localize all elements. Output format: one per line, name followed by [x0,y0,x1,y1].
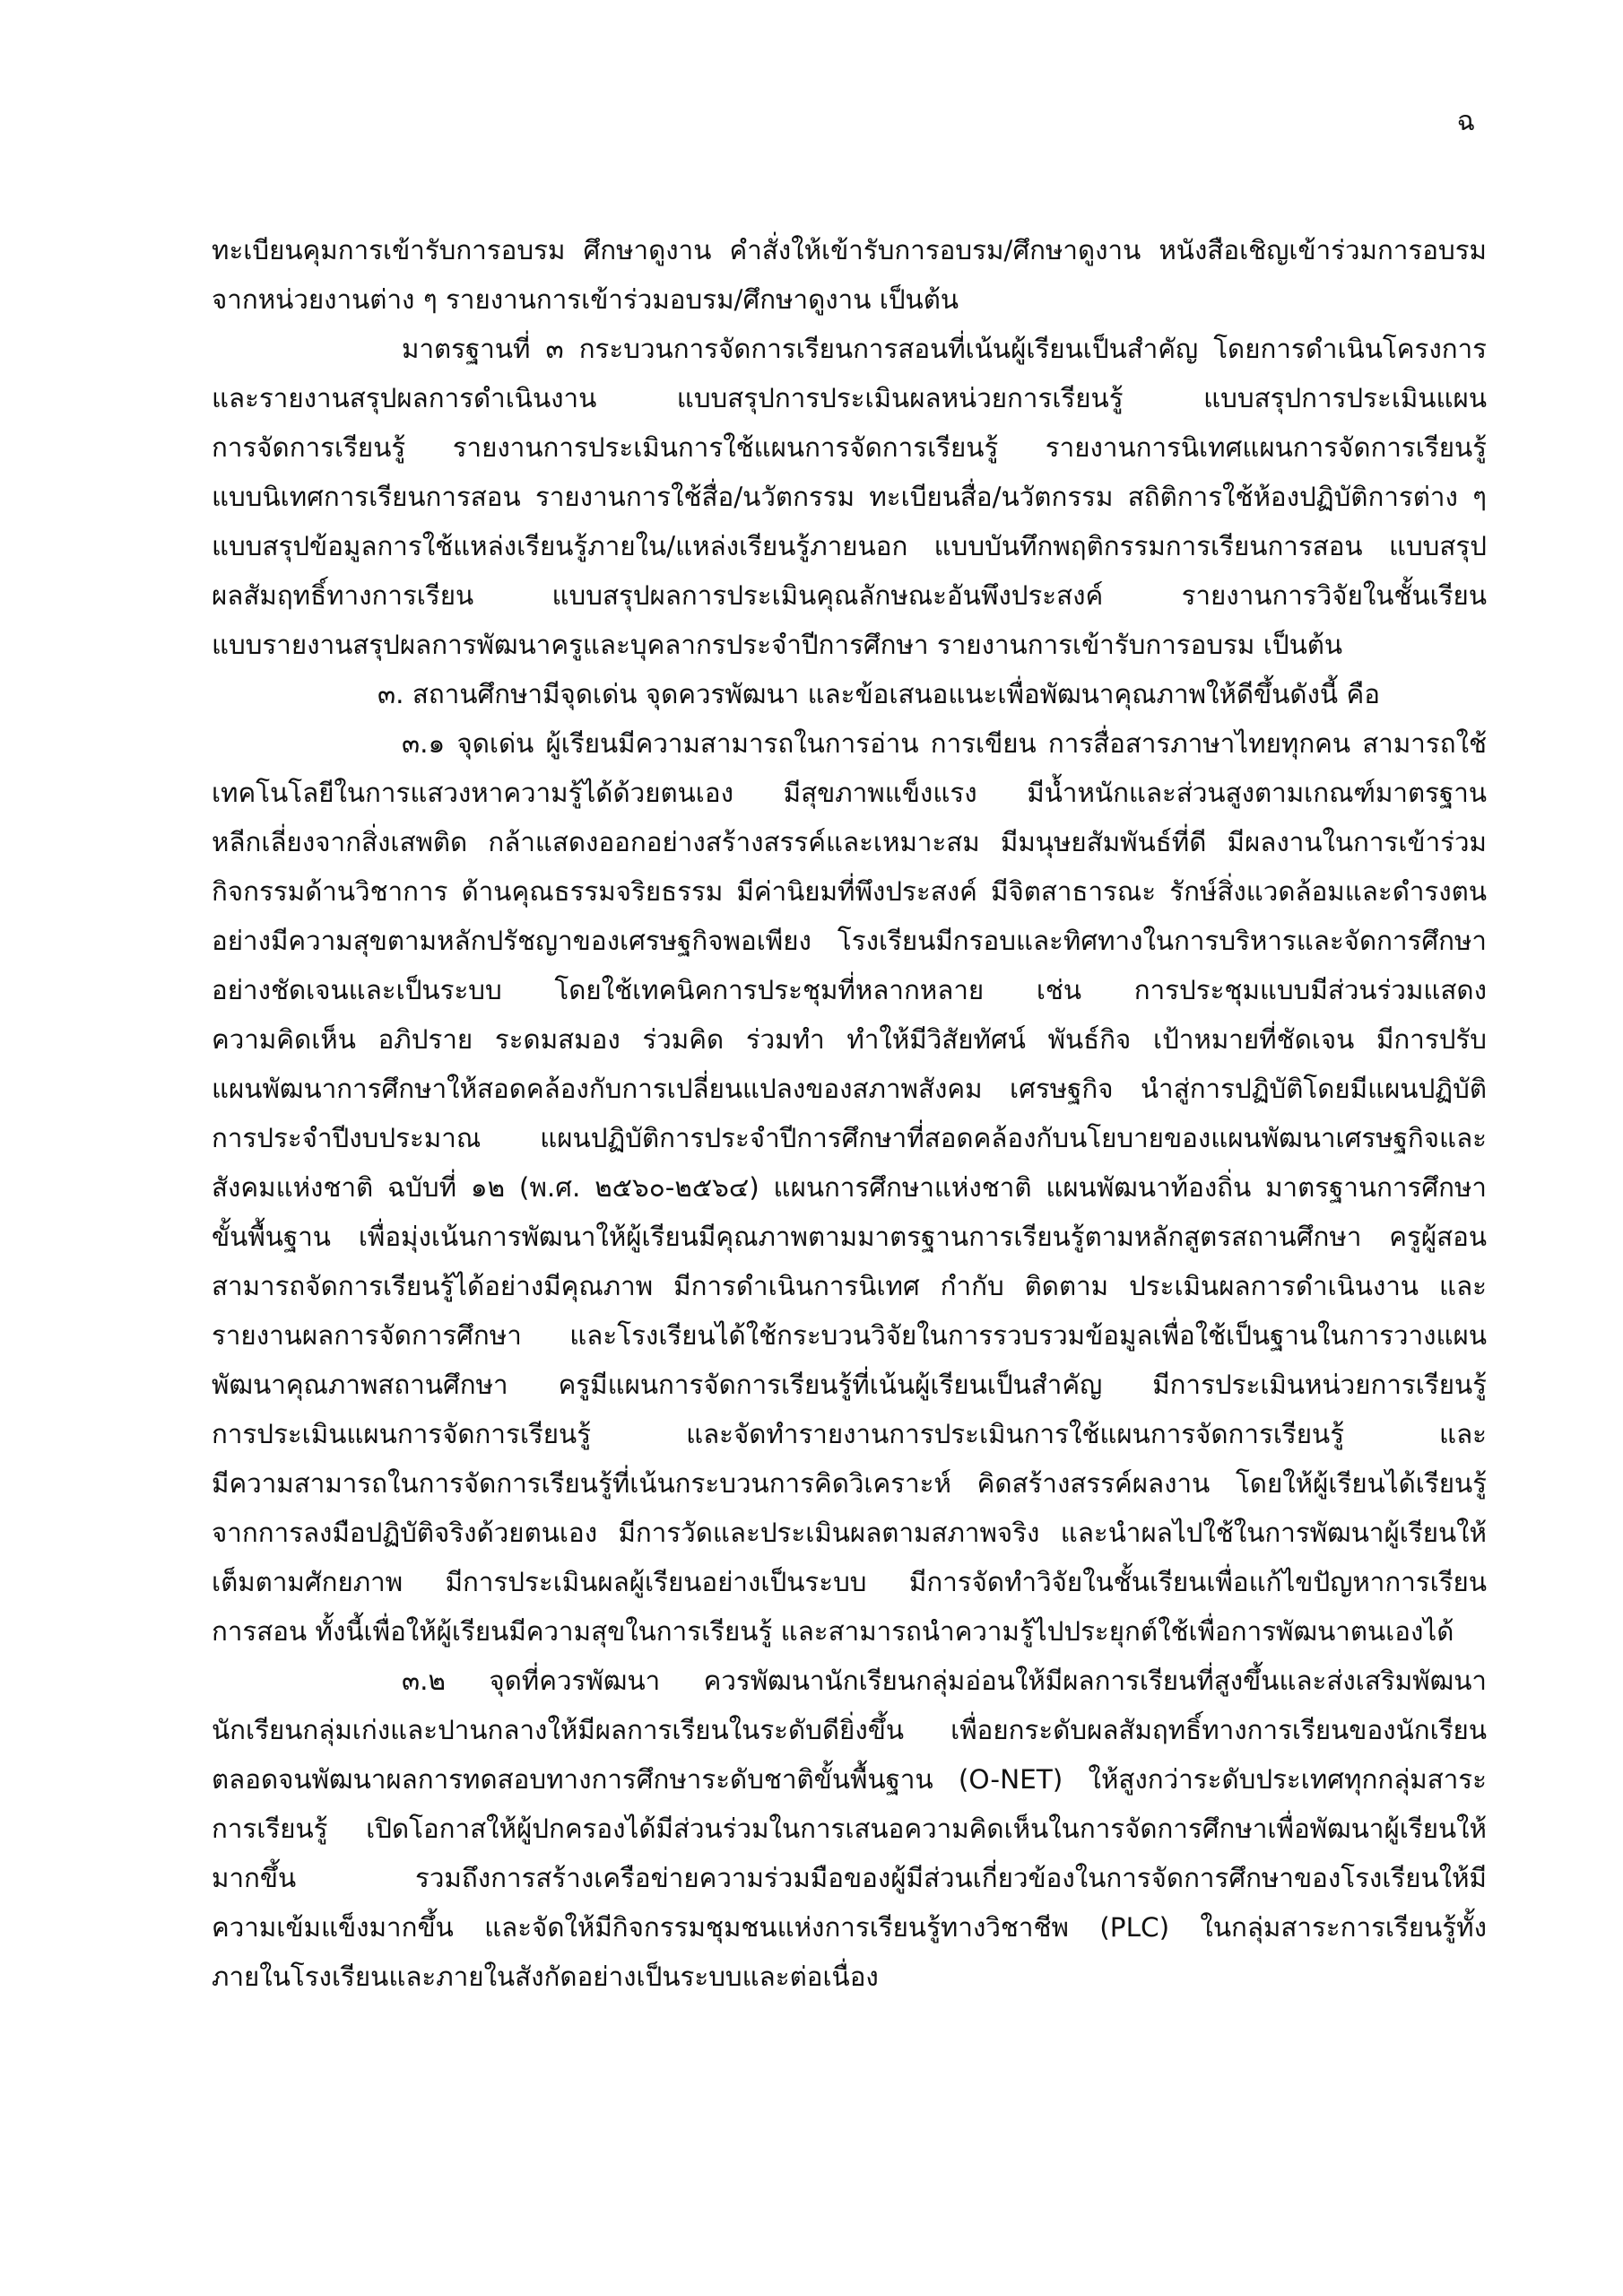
text-line: สังคมแห่งชาติ ฉบับที่ ๑๒ (พ.ศ. ๒๕๖๐-๒๕๖๔) แผนการศึกษาแห่งชาติ แผนพัฒนาท้องถิ่น มาตรฐานการศึกษา [212,1172,1487,1203]
text-line: การประเมินแผนการจัดการเรียนรู้ และจัดทำรายงานการประเมินการใช้แผนการจัดการเรียนรู้ และ [212,1419,1487,1449]
text-line: การจัดการเรียนรู้ รายงานการประเมินการใช้แผนการจัดการเรียนรู้ รายงานการนิเทศแผนการจัดการเรียนรู้ [212,432,1487,463]
text-line: ตลอดจนพัฒนาผลการทดสอบทางการศึกษาระดับชาติขั้นพื้นฐาน (O-NET) ให้สูงกว่าระดับประเทศทุกกลุ่มสาระ [212,1764,1487,1795]
text-line: ทะเบียนคุมการเข้ารับการอบรม ศึกษาดูงาน คำสั่งให้เข้ารับการอบรม/ศึกษาดูงาน หนังสือเชิญเข้าร่วมการอบรม [212,235,1487,265]
text-line: ผลสัมฤทธิ์ทางการเรียน แบบสรุปผลการประเมินคุณลักษณะอันพึงประสงค์ รายงานการวิจัยในชั้นเรียน [212,580,1487,611]
text-line: มากขึ้น รวมถึงการสร้างเครือข่ายความร่วมมือของผู้มีส่วนเกี่ยวข้องในการจัดการศึกษาของโรงเรียนให้มี [212,1863,1487,1893]
subsection-heading: ๓.๒ จุดที่ควรพัฒนา ควรพัฒนานักเรียนกลุ่มอ่อนให้มีผลการเรียนที่สูงขึ้นและส่งเสริมพัฒนา [402,1665,1487,1696]
text-line: พัฒนาคุณภาพสถานศึกษา ครูมีแผนการจัดการเรียนรู้ที่เน้นผู้เรียนเป็นสำคัญ มีการประเมินหน่วยการเรียนรู้ [212,1370,1487,1400]
subsection-heading: ๓.๑ จุดเด่น ผู้เรียนมีความสามารถในการอ่าน การเขียน การสื่อสารภาษาไทยทุกคน สามารถใช้ [402,728,1487,759]
text-line: การประจำปีงบประมาณ แผนปฏิบัติการประจำปีการศึกษาที่สอดคล้องกับนโยบายของแผนพัฒนาเศรษฐกิจและ [212,1123,1487,1153]
text-line: ขั้นพื้นฐาน เพื่อมุ่งเน้นการพัฒนาให้ผู้เรียนมีคุณภาพตามมาตรฐานการเรียนรู้ตามหลักสูตรสถานศึกษา ครูผู้สอน [212,1222,1487,1252]
text-line: อย่างชัดเจนและเป็นระบบ โดยใช้เทคนิคการประชุมที่หลากหลาย เช่น การประชุมแบบมีส่วนร่วมแสดง [212,975,1487,1005]
section-heading: ๓. สถานศึกษามีจุดเด่น จุดควรพัฒนา และข้อเสนอแนะเพื่อพัฒนาคุณภาพให้ดีขึ้นดังนี้ คือ [378,679,1380,709]
document-body [212,226,1487,2002]
text-line: แผนพัฒนาการศึกษาให้สอดคล้องกับการเปลี่ยนแปลงของสภาพสังคม เศรษฐกิจ นำสู่การปฏิบัติโดยมีแผนปฏิบัติ [212,1074,1487,1104]
text-line: การเรียนรู้ เปิดโอกาสให้ผู้ปกครองได้มีส่วนร่วมในการเสนอความคิดเห็นในการจัดการศึกษาเพื่อพัฒนาผู้เรียนให้ [212,1813,1487,1844]
text-line: นักเรียนกลุ่มเก่งและปานกลางให้มีผลการเรียนในระดับดียิ่งขึ้น เพื่อยกระดับผลสัมฤทธิ์ทางการเรียนของนักเรียน [212,1715,1487,1745]
text-line: ความเข้มแข็งมากขึ้น และจัดให้มีกิจกรรมชุมชนแห่งการเรียนรู้ทางวิชาชีพ (PLC) ในกลุ่มสาระการเรียนรู้ทั้ง [212,1912,1487,1943]
text-line: การสอน ทั้งนี้เพื่อให้ผู้เรียนมีความสุขในการเรียนรู้ และสามารถนำความรู้ไปประยุกต์ใช้เพื่อการพัฒนาตนเองได้ [212,1616,1454,1647]
text-line: และรายงานสรุปผลการดำเนินงาน แบบสรุปการประเมินผลหน่วยการเรียนรู้ แบบสรุปการประเมินแผน [212,383,1487,413]
text-line: จากหน่วยงานต่าง ๆ รายงานการเข้าร่วมอบรม/ศึกษาดูงาน เป็นต้น [212,284,959,315]
text-line: แบบนิเทศการเรียนการสอน รายงานการใช้สื่อ/นวัตกรรม ทะเบียนสื่อ/นวัตกรรม สถิติการใช้ห้องปฏิบัติการต่าง ๆ [212,482,1487,512]
text-line: เต็มตามศักยภาพ มีการประเมินผลผู้เรียนอย่างเป็นระบบ มีการจัดทำวิจัยในชั้นเรียนเพื่อแก้ไขปัญหาการเรียน [212,1567,1487,1597]
text-line: ภายในโรงเรียนและภายในสังกัดอย่างเป็นระบบและต่อเนื่อง [212,1961,879,1992]
text-line: รายงานผลการจัดการศึกษา และโรงเรียนได้ใช้กระบวนวิจัยในการรวบรวมข้อมูลเพื่อใช้เป็นฐานในการวางแผน [212,1320,1487,1351]
text-line: กิจกรรมด้านวิชาการ ด้านคุณธรรมจริยธรรม มีค่านิยมที่พึงประสงค์ มีจิตสาธารณะ รักษ์สิ่งแวดล้อมและดำรงตน [212,876,1487,907]
text-line: สามารถจัดการเรียนรู้ได้อย่างมีคุณภาพ มีการดำเนินการนิเทศ กำกับ ติดตาม ประเมินผลการดำเนินงาน และ [212,1271,1487,1301]
text-line: หลีกเลี่ยงจากสิ่งเสพติด กล้าแสดงออกอย่างสร้างสรรค์และเหมาะสม มีมนุษยสัมพันธ์ที่ดี มีผลงานในการเข้าร่วม [212,827,1487,857]
page-number: ฉ [1456,106,1475,137]
text-line: อย่างมีความสุขตามหลักปรัชญาของเศรษฐกิจพอเพียง โรงเรียนมีกรอบและทิศทางในการบริหารและจัดการศึกษา [212,926,1487,956]
text-line: จากการลงมือปฏิบัติจริงด้วยตนเอง มีการวัดและประเมินผลตามสภาพจริง และนำผลไปใช้ในการพัฒนาผู้เรียนให้ [212,1518,1487,1548]
text-line: แบบรายงานสรุปผลการพัฒนาครูและบุคลากรประจำปีการศึกษา รายงานการเข้ารับการอบรม เป็นต้น [212,630,1343,660]
text-line: ความคิดเห็น อภิปราย ระดมสมอง ร่วมคิด ร่วมทำ ทำให้มีวิสัยทัศน์ พันธ์กิจ เป้าหมายที่ชัดเจน มีการปรับ [212,1024,1487,1055]
text-line: เทคโนโลยีในการแสวงหาความรู้ได้ด้วยตนเอง มีสุขภาพแข็งแรง มีน้ำหนักและส่วนสูงตามเกณฑ์มาตรฐาน [212,778,1487,808]
text-line: มาตรฐานที่ ๓ กระบวนการจัดการเรียนการสอนที่เน้นผู้เรียนเป็นสำคัญ โดยการดำเนินโครงการ [402,334,1487,364]
text-line: แบบสรุปข้อมูลการใช้แหล่งเรียนรู้ภายใน/แหล่งเรียนรู้ภายนอก แบบบันทึกพฤติกรรมการเรียนการสอน แบบสรุป [212,531,1487,561]
text-line: มีความสามารถในการจัดการเรียนรู้ที่เน้นกระบวนการคิดวิเคราะห์ คิดสร้างสรรค์ผลงาน โดยให้ผู้เรียนได้เรียนรู้ [212,1468,1487,1499]
